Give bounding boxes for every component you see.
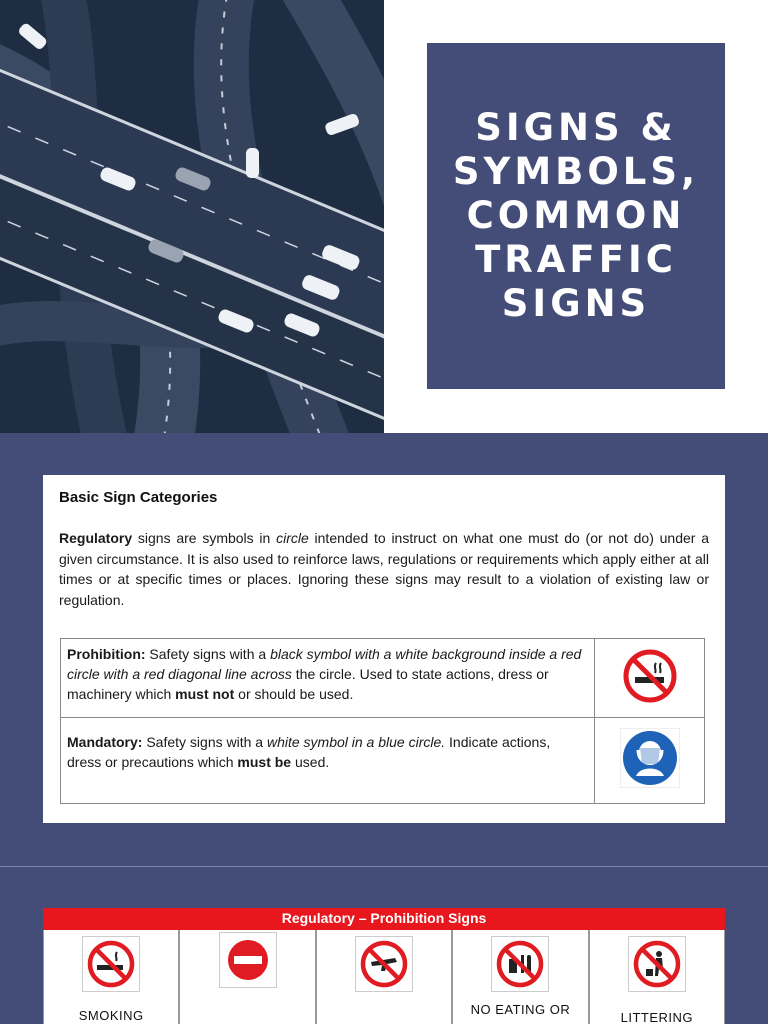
highway-photo bbox=[0, 0, 384, 433]
row-bold: must not bbox=[175, 686, 235, 702]
title-box bbox=[427, 43, 725, 389]
table-row bbox=[61, 718, 705, 804]
para-bold: Regulatory bbox=[59, 530, 133, 546]
no-smoking-icon bbox=[86, 939, 136, 989]
no-entry-icon bbox=[223, 935, 273, 985]
para-text-1: signs are symbols in bbox=[132, 530, 277, 546]
sign-label: NO EATING OR bbox=[470, 1002, 571, 1017]
sign-frame bbox=[355, 936, 413, 992]
table-row bbox=[61, 639, 705, 718]
sign-label: LITTERING bbox=[620, 1010, 694, 1024]
prohibition-signs-card bbox=[43, 908, 725, 1024]
row-label: Mandatory: bbox=[67, 734, 143, 750]
sign-frame bbox=[628, 936, 686, 992]
sign-cell-littering bbox=[589, 930, 725, 1024]
prohibition-slide bbox=[0, 867, 768, 1024]
sign-category-table bbox=[60, 638, 705, 804]
para-text-2: intended to instruct on what one must do (or not do) under a given circumstance. It is also used to reinforce laws, regulations or requirements which apply either at all times or at specific times or places. Ignoring these signs may result to a violation of existing law or regulation. bbox=[59, 530, 709, 608]
row-label: Prohibition: bbox=[67, 646, 146, 662]
title-slide bbox=[0, 0, 768, 433]
doc-paragraph bbox=[59, 528, 709, 610]
sign-frame bbox=[491, 936, 549, 992]
row-italic: black symbol with a white background inside a red circle with a red diagonal line across bbox=[67, 646, 582, 682]
prohibition-icon-cell bbox=[595, 639, 705, 718]
highway-illustration bbox=[0, 0, 384, 433]
face-shield-icon bbox=[620, 728, 680, 788]
mandatory-description bbox=[61, 718, 595, 804]
document-card bbox=[43, 475, 725, 823]
slide-title: SIGNS & SYMBOLS, COMMON TRAFFIC SIGNS bbox=[452, 106, 700, 325]
no-firearms-icon bbox=[359, 939, 409, 989]
row-text: or should be used. bbox=[234, 686, 354, 702]
row-bold: must be bbox=[237, 754, 292, 770]
sign-frame bbox=[82, 936, 140, 992]
sign-frame bbox=[219, 932, 277, 988]
no-eating-icon bbox=[495, 939, 545, 989]
no-littering-icon bbox=[632, 939, 682, 989]
row-text: used. bbox=[291, 754, 330, 770]
no-smoking-icon bbox=[621, 647, 679, 705]
prohibition-description bbox=[61, 639, 595, 718]
sign-label: SMOKING bbox=[78, 1008, 144, 1023]
prohibition-grid bbox=[43, 930, 725, 1024]
sign-cell-no-firearms bbox=[316, 930, 452, 1024]
categories-slide bbox=[0, 433, 768, 866]
doc-heading: Basic Sign Categories bbox=[59, 489, 218, 506]
mandatory-icon-cell bbox=[595, 718, 705, 804]
sign-cell-smoking bbox=[43, 930, 179, 1024]
para-italic: circle bbox=[276, 530, 309, 546]
prohibition-header: Regulatory – Prohibition Signs bbox=[43, 908, 725, 930]
sign-cell-no-entry bbox=[179, 930, 315, 1024]
row-text: the circle. Used to state actions, dress or machinery which bbox=[67, 666, 549, 702]
row-text: Safety signs with a bbox=[145, 646, 271, 662]
row-text: Safety signs with a bbox=[142, 734, 267, 750]
row-text: Indicate actions, dress or precautions which bbox=[67, 734, 551, 770]
row-italic: white symbol in a blue circle. bbox=[266, 734, 446, 750]
sign-cell-no-eating bbox=[452, 930, 588, 1024]
